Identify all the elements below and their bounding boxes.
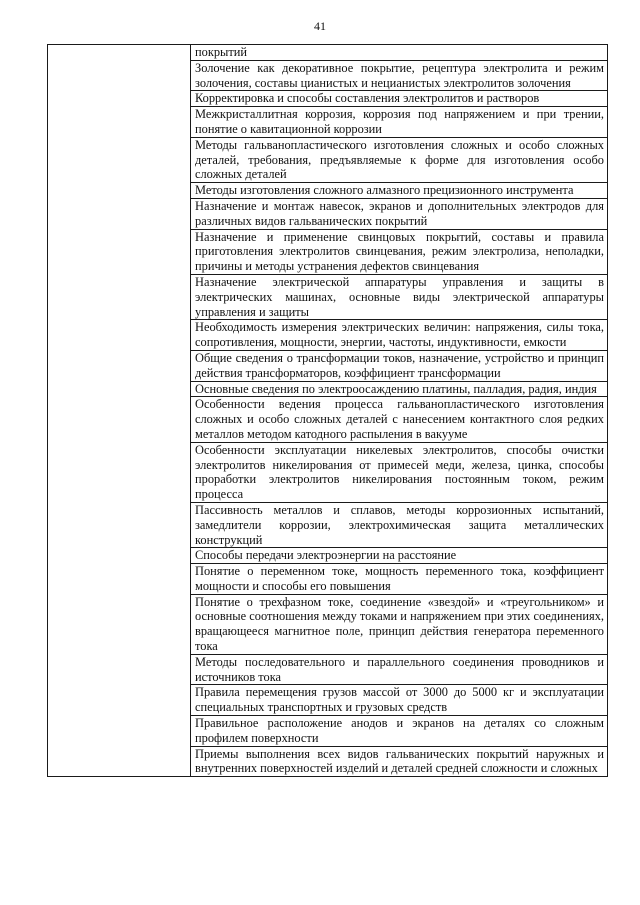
cell-text: Особенности эксплуатации никелевых электролитов, способы очистки электролитов никелирования от примесей меди, железа, цинка, способы проработки электролитов никелирования постоянным током, режим процесса [195, 442, 604, 502]
table-cell [191, 502, 608, 547]
table-cell [191, 320, 608, 351]
cell-text: Приемы выполнения всех видов гальванических покрытий наружных и внутренних поверхностей изделий и деталей средней сложности и сложных [195, 746, 604, 776]
cell-text: Понятие о трехфазном токе, соединение «звездой» и «треугольником» и основные соотношения между токами и напряжением при этих соединениях, вращающееся магнитное поле, принцип действия генератора переменного тока [195, 594, 604, 654]
table-cell [191, 60, 608, 91]
cell-text: Межкристаллитная коррозия, коррозия под напряжением и при трении, понятие о кавитационной коррозии [195, 107, 604, 136]
cell-text: покрытий [195, 45, 248, 59]
cell-text: Правила перемещения грузов массой от 3000 до 5000 кг и эксплуатации специальных транспортных и грузовых средств [195, 685, 604, 715]
cell-text: Способы передачи электроэнергии на расстояние [195, 548, 457, 563]
cell-text: Методы последовательного и параллельного соединения проводников и источников тока [195, 654, 604, 684]
cell-text: Назначение и монтаж навесок, экранов и дополнительных электродов для различных видов гальванических покрытий [195, 198, 604, 228]
cell-text: Назначение и применение свинцовых покрытий, составы и правила приготовления электролитов свинцевания, режим электролиза, неполадки, причины и методы устранения дефектов свинцевания [195, 229, 604, 274]
table-cell [191, 564, 608, 595]
table-cell [191, 274, 608, 319]
table-cell [191, 45, 608, 61]
table-cell [191, 654, 608, 685]
cell-text: Пассивность металлов и сплавов, методы коррозионных испытаний, замедлители коррозии, электрохимическая защита металлических конструкций [195, 502, 604, 547]
table-row [48, 45, 608, 61]
table-cell [191, 548, 608, 564]
table-cell [191, 594, 608, 654]
cell-text: Правильное расположение анодов и экранов на деталях со сложным профилем поверхности [195, 716, 604, 745]
table-cell [191, 381, 608, 397]
table-cell [191, 350, 608, 381]
table-cell [191, 137, 608, 182]
table-cell [191, 442, 608, 502]
table-cell [191, 91, 608, 107]
table-cell [191, 107, 608, 138]
knowledge-table [47, 44, 608, 777]
cell-text: Общие сведения о трансформации токов, назначение, устройство и принцип действия трансформаторов, коэффициент трансформации [195, 350, 604, 380]
table-cell [191, 397, 608, 442]
cell-text: Методы гальванопластического изготовления сложных и особо сложных деталей, требования, предъявляемые к форме для изготовления особо сложных деталей [195, 137, 604, 182]
cell-text: Корректировка и способы составления электролитов и растворов [195, 91, 540, 106]
cell-text: Особенности ведения процесса гальванопластического изготовления сложных и особо сложных деталей с нанесением контактного слоя редких металлов методом катодного распыления в вакууме [195, 397, 604, 441]
table-cell [191, 746, 608, 777]
cell-text: Золочение как декоративное покрытие, рецептура электролита и режим золочения, составы цианистых и нецианистых электролитов золочения [195, 60, 604, 90]
cell-text: Основные сведения по электроосаждению платины, палладия, радия, индия [195, 381, 597, 396]
table-cell [191, 685, 608, 716]
left-merged-cell [48, 45, 191, 777]
cell-text: Понятие о переменном токе, мощность переменного тока, коэффициент мощности и способы его повышения [195, 564, 604, 593]
cell-text: Необходимость измерения электрических величин: напряжения, силы тока, сопротивления, мощности, энергии, частоты, индуктивности, емкости [195, 320, 604, 350]
page-number: 41 [314, 19, 326, 33]
table-cell [191, 183, 608, 199]
cell-text: Методы изготовления сложного алмазного прецизионного инструмента [195, 183, 574, 198]
table-cell [191, 716, 608, 747]
cell-text: Назначение электрической аппаратуры управления и защиты в электрических машинах, основные виды электрической аппаратуры управления и защиты [195, 274, 604, 319]
knowledge-table-body [48, 45, 608, 777]
table-cell [191, 229, 608, 274]
table-cell [191, 198, 608, 229]
